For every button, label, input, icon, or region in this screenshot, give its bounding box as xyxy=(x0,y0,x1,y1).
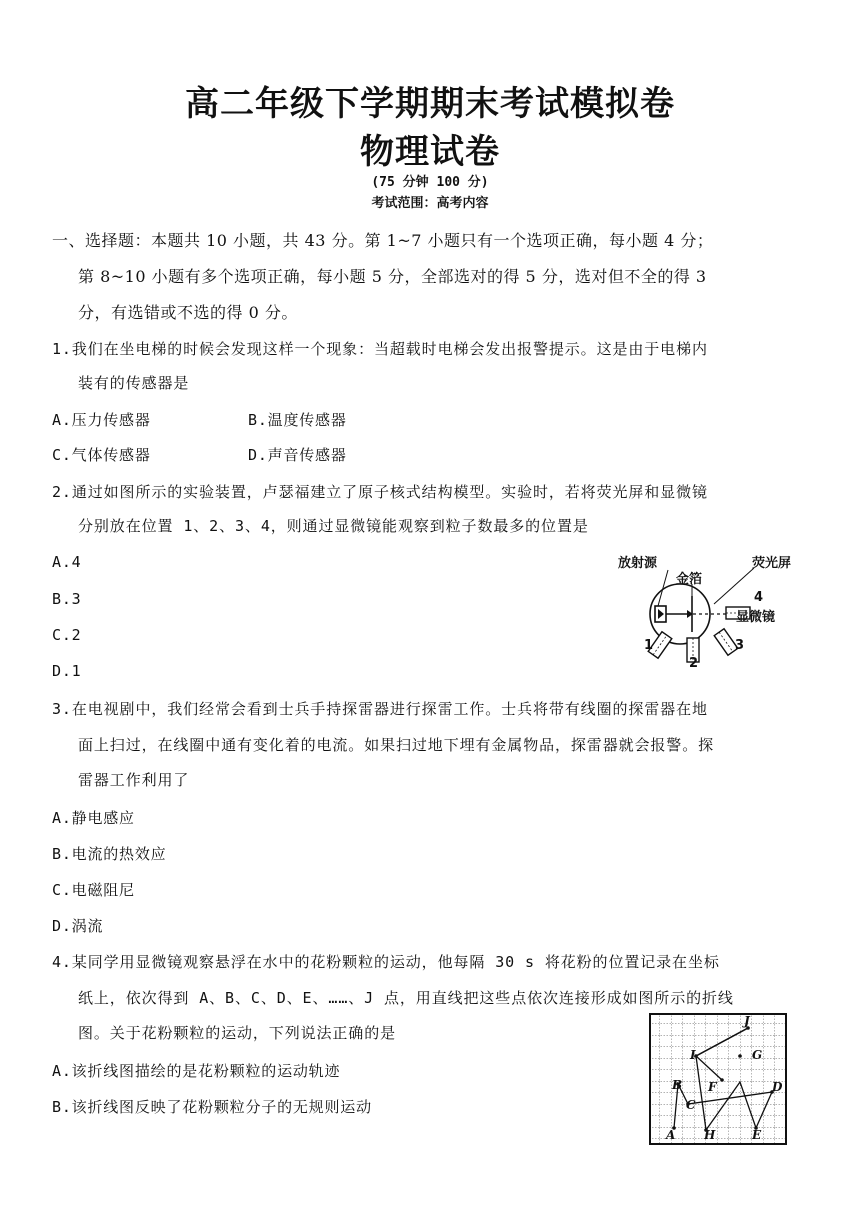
question-1-option-row xyxy=(52,409,812,430)
option-b[interactable]: B.3 xyxy=(52,590,82,608)
label-position-3: 3 xyxy=(735,638,745,653)
question-3-stem: 雷器工作利用了 xyxy=(78,771,190,789)
point-label-d: D xyxy=(772,1080,783,1094)
question-3-stem: 面上扫过，在线圈中通有变化着的电流。如果扫过地下埋有金属物品，探雷器就会报警。探 xyxy=(78,736,715,754)
question-4-stem: 4.某同学用显微镜观察悬浮在水中的花粉颗粒的运动，他每隔 30 s 将花粉的位置记录在坐标 xyxy=(52,953,720,971)
option-c[interactable]: C.2 xyxy=(52,626,82,644)
label-position-2: 2 xyxy=(689,656,699,671)
option-d[interactable]: D.涡流 xyxy=(52,917,104,935)
label-foil: 金箔 xyxy=(676,572,703,587)
point-label-c: C xyxy=(686,1098,696,1112)
page-title: 高二年级下学期期末考试模拟卷 xyxy=(185,84,675,124)
option-d[interactable]: D.1 xyxy=(52,662,82,680)
question-1-stem: 装有的传感器是 xyxy=(78,374,190,392)
option-b[interactable]: B.电流的热效应 xyxy=(52,845,167,863)
label-microscope: 显微镜 xyxy=(736,610,776,625)
label-screen: 荧光屏 xyxy=(752,556,792,571)
point-label-g: G xyxy=(752,1048,763,1062)
point-label-h: H xyxy=(704,1128,716,1142)
question-2-stem: 分别放在位置 1、2、3、4，则通过显微镜能观察到粒子数最多的位置是 xyxy=(78,517,589,535)
label-position-4: 4 xyxy=(754,590,764,605)
option-d[interactable]: D.声音传感器 xyxy=(248,446,347,464)
option-a[interactable]: A.4 xyxy=(52,553,82,571)
label-position-1: 1 xyxy=(644,638,654,653)
section-instruction-line: 第 8~10 小题有多个选项正确，每小题 5 分，全部选对的得 5 分，选对但不全的得 3 xyxy=(78,267,707,286)
point-label-f: F xyxy=(708,1080,717,1094)
option-b[interactable]: B.温度传感器 xyxy=(248,411,347,429)
point-label-e: E xyxy=(752,1128,762,1142)
grid-diagram xyxy=(648,1012,788,1146)
question-1-stem: 1.我们在坐电梯的时候会发现这样一个现象：当超载时电梯会发出报警提示。这是由于电梯内 xyxy=(52,340,708,358)
exam-duration: (75 分钟 100 分) xyxy=(371,175,489,190)
point-label-a: A xyxy=(666,1128,676,1142)
question-3-stem: 3.在电视剧中，我们经常会看到士兵手持探雷器进行探雷工作。士兵将带有线圈的探雷器在地 xyxy=(52,700,708,718)
point-label-i: I xyxy=(690,1048,696,1062)
section-instruction-line: 一、选择题：本题共 10 小题，共 43 分。第 1~7 小题只有一个选项正确，每小题 4 分； xyxy=(52,231,714,250)
option-c[interactable]: C.气体传感器 xyxy=(52,446,151,464)
question-1-option-row xyxy=(52,444,812,465)
question-2-stem: 2.通过如图所示的实验装置，卢瑟福建立了原子核式结构模型。实验时，若将荧光屏和显微镜 xyxy=(52,483,708,501)
rutherford-apparatus-figure xyxy=(614,550,810,676)
exam-scope: 考试范围：高考内容 xyxy=(371,196,489,211)
option-a[interactable]: A.压力传感器 xyxy=(52,411,151,429)
point-label-j: J xyxy=(744,1014,750,1028)
question-4-stem: 图。关于花粉颗粒的运动，下列说法正确的是 xyxy=(78,1024,397,1042)
option-a[interactable]: A.该折线图描绘的是花粉颗粒的运动轨迹 xyxy=(52,1062,341,1080)
brownian-motion-figure xyxy=(648,1012,788,1146)
point-label-b: B xyxy=(672,1078,683,1092)
option-c[interactable]: C.电磁阻尼 xyxy=(52,881,135,899)
option-b[interactable]: B.该折线图反映了花粉颗粒分子的无规则运动 xyxy=(52,1098,372,1116)
label-source: 放射源 xyxy=(618,556,658,571)
page-subtitle: 物理试卷 xyxy=(360,132,500,172)
option-a[interactable]: A.静电感应 xyxy=(52,809,135,827)
question-4-stem: 纸上，依次得到 A、B、C、D、E、……、J 点，用直线把这些点依次连接形成如图所示的折线 xyxy=(78,989,734,1007)
section-instruction-line: 分，有选错或不选的得 0 分。 xyxy=(78,303,298,322)
